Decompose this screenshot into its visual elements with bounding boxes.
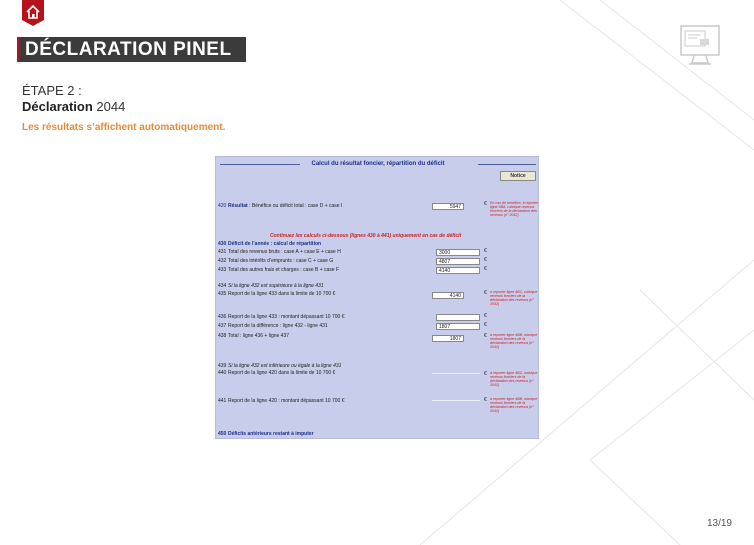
line-435-side-note: à reporter ligne 4BC, rubrique revenus fonciers de la déclaration des revenus (n° 2042)	[490, 290, 538, 306]
step-name-bold: Déclaration	[22, 99, 93, 114]
line-441-field[interactable]	[432, 400, 480, 401]
line-420-label-bold: Résultat	[228, 203, 248, 209]
line-438-side-note: à reporter ligne 4BB, rubrique revenus fonciers de la déclaration des revenus (n° 2042)	[490, 333, 538, 349]
line-441-label: Report de la ligne 420 : montant dépassant 10 700 €	[228, 398, 345, 404]
line-430-number: 430	[218, 241, 227, 247]
line-440-label: Report de la ligne 420 dans la limite de 10 700 €	[228, 370, 336, 376]
line-420-euro: €	[484, 201, 487, 207]
page-title: DÉCLARATION PINEL	[25, 39, 232, 60]
line-439-number: 439	[218, 363, 227, 369]
line-437-number: 437	[218, 323, 227, 329]
step-label: ÉTAPE 2 :	[22, 83, 82, 98]
page-number: 13/19	[706, 518, 732, 529]
form-title: Calcul du résultat foncier, répartition du déficit	[311, 161, 445, 167]
page-title-bar	[17, 37, 246, 62]
line-438-euro: €	[484, 333, 487, 339]
line-432-euro: €	[484, 257, 487, 263]
line-432-number: 432	[218, 258, 227, 264]
line-441-number: 441	[218, 398, 227, 404]
line-439-label: Si la ligne 432 est inférieure ou égale à la ligne 431	[228, 363, 342, 369]
computer-screen-icon	[680, 25, 720, 67]
line-436-label: Report de la ligne 433 : montant dépassant 10 700 €	[228, 314, 345, 320]
line-431-number: 431	[218, 249, 227, 255]
line-433-euro: €	[484, 266, 487, 272]
line-420-number: 420	[218, 203, 227, 209]
line-441-euro: €	[484, 397, 487, 403]
line-431-label: Total des revenus bruts : case A + case E + case H	[228, 249, 341, 255]
line-420-side-note: En cas de bénéfice, à reporter ligne 4BA, rubrique revenus fonciers de la déclaration des revenus (n° 2042)	[490, 201, 539, 217]
line-435-number: 435	[218, 291, 227, 297]
line-437-euro: €	[484, 322, 487, 328]
line-431-euro: €	[484, 248, 487, 254]
line-450-number: 450	[218, 431, 227, 437]
line-440-field[interactable]	[432, 373, 480, 374]
results-note: Les résultats s’affichent automatiquement.	[22, 122, 226, 133]
form-2044-screenshot	[215, 156, 539, 439]
deficit-warning: Continuez les calculs ci-dessous (lignes 430 à 441) uniquement en cas de déficit	[270, 233, 462, 239]
notice-button[interactable]: Notice	[500, 171, 536, 181]
home-icon[interactable]	[22, 0, 44, 26]
line-441-side-note: à reporter ligne 4BB, rubrique revenus fonciers de la déclaration des revenus (n° 2042)	[490, 397, 538, 413]
line-435-euro: €	[484, 290, 487, 296]
line-436-euro: €	[484, 313, 487, 319]
line-435-label: Report de la ligne 433 dans la limite de 10 700 €	[228, 291, 336, 297]
line-450-label: Déficits antérieurs restant à imputer	[228, 431, 314, 437]
line-440-number: 440	[218, 370, 227, 376]
line-434-number: 434	[218, 283, 227, 289]
line-420-label-rest: : Bénéfice ou déficit total : case D + case I	[247, 203, 343, 209]
step-name-rest: 2044	[92, 99, 126, 114]
line-435-field[interactable]: 4140	[432, 292, 464, 299]
line-438-field[interactable]: 1807	[432, 335, 464, 342]
line-437-label: Report de la différence : ligne 432 - ligne 431	[228, 323, 328, 329]
line-433-field[interactable]: 4140	[436, 267, 480, 274]
line-420-label	[228, 203, 342, 209]
line-437-field[interactable]: 1807	[436, 323, 480, 330]
line-433-label: Total des autres frais et charges : case B + case F	[228, 267, 340, 273]
line-430-label: Déficit de l’année : calcul de répartition	[228, 241, 322, 247]
line-436-number: 436	[218, 314, 227, 320]
line-438-label: Total : ligne 436 + ligne 437	[228, 333, 290, 339]
line-432-label: Total des intérêts d’emprunts : case C + case G	[228, 258, 334, 264]
line-434-label: Si la ligne 432 est supérieure à la ligne 431	[228, 283, 324, 289]
line-440-side-note: à reporter ligne 4BC, rubrique revenus fonciers de la déclaration des revenus (n° 2042)	[490, 371, 538, 387]
line-440-euro: €	[484, 371, 487, 377]
line-420-field[interactable]: 5947	[432, 203, 464, 210]
line-432-field[interactable]: 4807	[436, 258, 480, 265]
line-431-field[interactable]: 3000	[436, 249, 480, 256]
line-438-number: 438	[218, 333, 227, 339]
step-name	[22, 99, 125, 114]
line-433-number: 433	[218, 267, 227, 273]
line-436-field[interactable]	[436, 314, 480, 321]
